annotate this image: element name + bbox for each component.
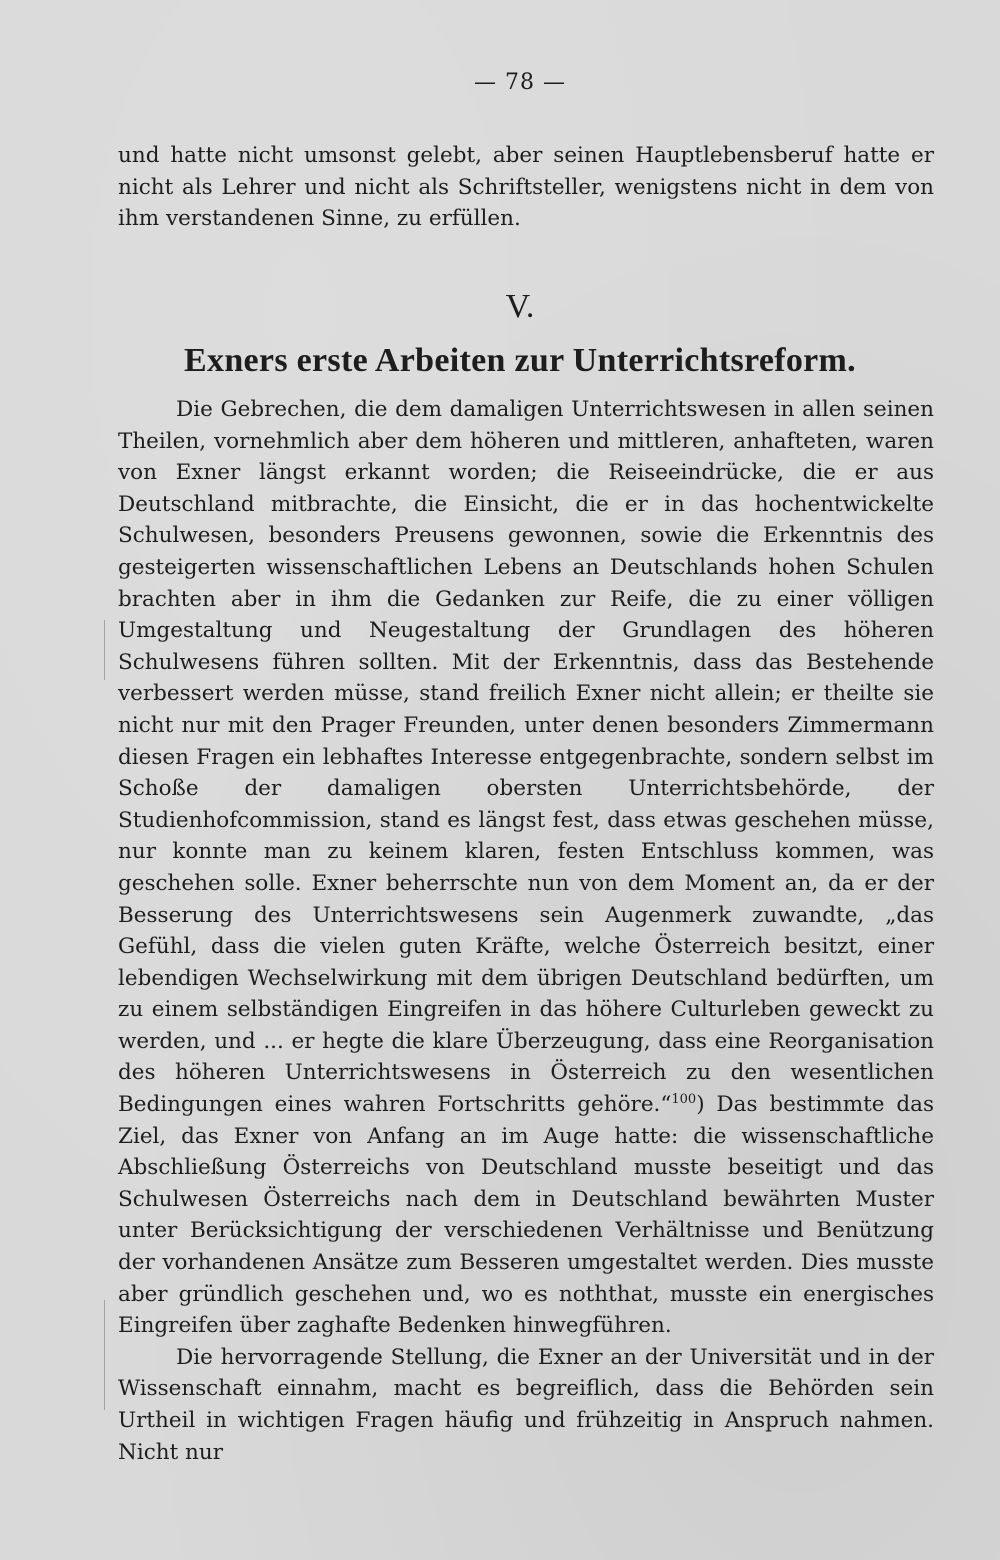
body-paragraph-2: Die hervorragende Stellung, die Exner an der Universität und in der Wissenschaft einnahm, macht es begreiflich, dass die Behörden sein Urtheil in wichtigen Fragen häufig und frühzeitig in Anspruch nahmen. Nicht nur (118, 1344, 934, 1465)
opening-paragraph-block (118, 140, 934, 235)
scan-margin-mark-upper (104, 620, 105, 680)
opening-paragraph: und hatte nicht umsonst gelebt, aber seinen Hauptlebensberuf hatte er nicht als Lehrer und nicht als Schriftsteller, wenigstens nicht in dem von ihm verstandenen Sinne, zu erfüllen. (118, 143, 934, 232)
paragraph-1-text-after-note: ) Das bestimmte das Ziel, das Exner von Anfang an im Auge hatte: die wissenschaftliche Abschließung Österreichs von Deutschland musste beseitigt und das Schulwesen Österreichs nach dem in Deutschland bewährten Muster unter Berücksichtigung der verschiedenen Verhältnisse und Benützung der vorhandenen Ansätze zum Besseren umgestaltet werden. Dies musste aber gründlich geschehen und, wo es noththat, musste ein energisches Eingreifen über zaghafte Bedenken hinwegführen. (118, 1092, 934, 1339)
scan-margin-mark-lower (104, 1300, 105, 1410)
chapter-number: V. (505, 288, 535, 325)
footnote-reference: 100 (671, 1091, 697, 1107)
chapter-title: Exners erste Arbeiten zur Unterrichtsreform. (184, 342, 856, 379)
page-number: — 78 — (474, 70, 566, 95)
chapter-body (118, 394, 934, 1468)
paragraph-1-text-before-note: Die Gebrechen, die dem damaligen Unterrichtswesen in allen seinen Theilen, vornehmlich aber dem höheren und mittleren, anhafteten, waren von Exner längst erkannt worden; die Reiseeindrücke, die er aus Deutschland mitbrachte, die Einsicht, die er in das hochentwickelte Schulwesen, besonders Preusens gewonnen, sowie die Erkenntnis des gesteigerten wissenschaftlichen Lebens an Deutschlands hohen Schulen brachten aber in ihm die Gedanken zur Reife, die zu einer völligen Umgestaltung und Neugestaltung der Grundlagen des höheren Schulwesens führen sollten. Mit der Erkenntnis, dass das Bestehende verbessert werden müsse, stand freilich Exner nicht allein; er theilte sie nicht nur mit den Prager Freunden, unter denen besonders Zimmermann diesen Fragen ein lebhaftes Interesse entgegenbrachte, sondern selbst im Schoße der damaligen obersten Unterrichtsbehörde, der Studienhofcommission, stand es längst fest, dass etwas geschehen müsse, nur konnte man zu keinem klaren, festen Entschluss kommen, was geschehen solle. Exner beherrschte nun von dem Moment an, da er der Besserung des Unterrichtswesens sein Augenmerk zuwandte, „das Gefühl, dass die vielen guten Kräfte, welche Österreich besitzt, einer lebendigen Wechselwirkung mit dem übrigen Deutschland bedürften, um zu einem selbständigen Eingreifen in das höhere Culturleben geweckt zu werden, und ... er hegte die klare Überzeugung, dass eine Reorganisation des höheren Unterrichtswesens in Österreich zu den wesentlichen Bedingungen eines wahren Fortschritts gehöre.“ (118, 397, 934, 1118)
body-paragraph-1 (118, 394, 934, 1342)
